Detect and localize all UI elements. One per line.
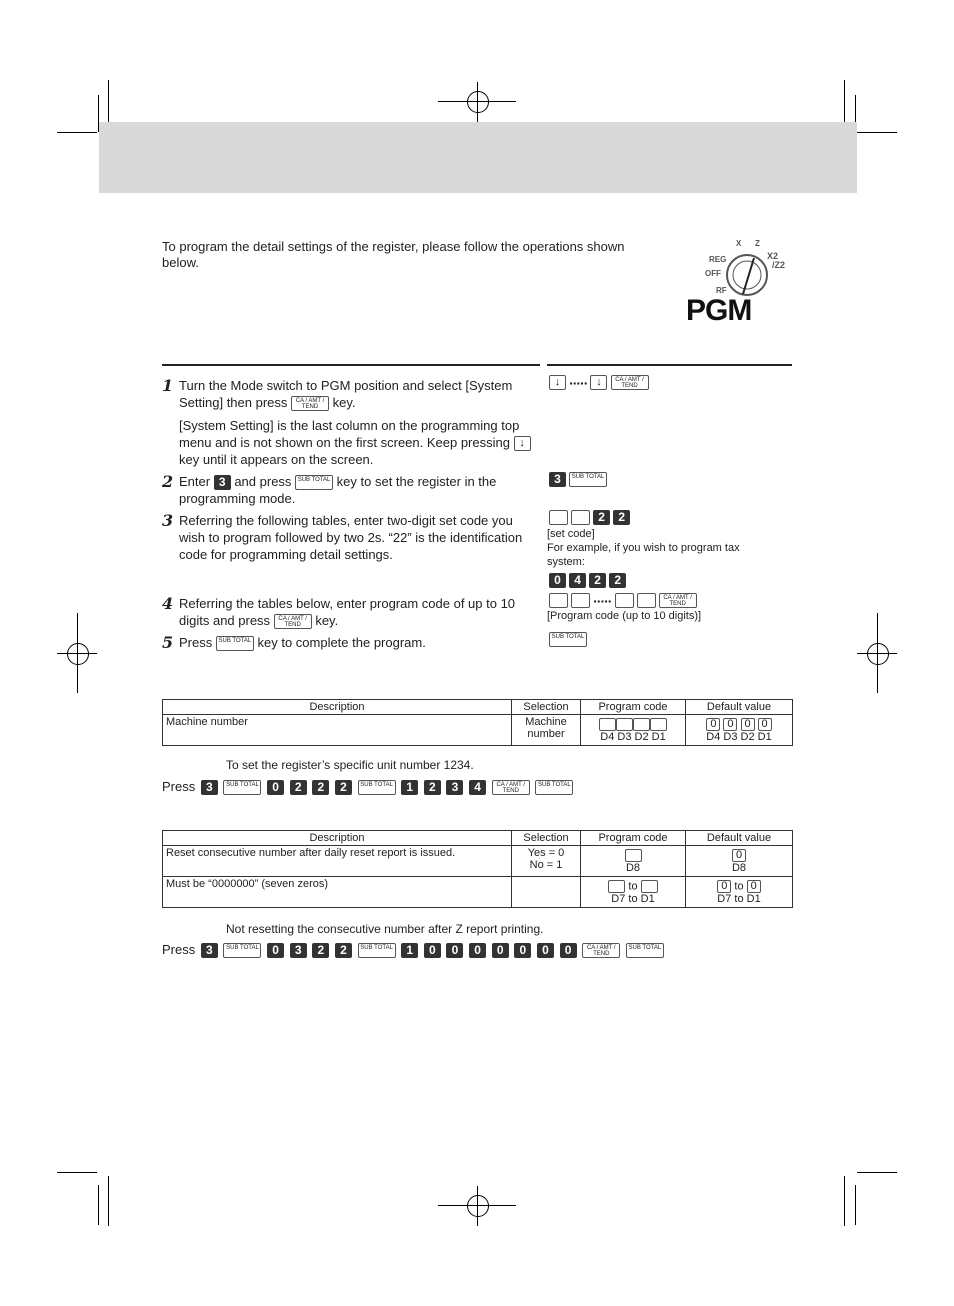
row-program-code: D4 D3 D2 D1 — [581, 715, 686, 746]
arrow-down-key: ↓ — [590, 375, 607, 390]
digit-key: 2 — [609, 573, 626, 588]
row-selection: Machine number — [512, 715, 581, 746]
step-5-text: Press SUB TOTAL key to complete the program. — [179, 635, 426, 650]
digit-key: 2 — [424, 780, 441, 795]
blank-key — [571, 593, 590, 608]
blank-key — [625, 849, 642, 862]
side-step-4-keys — [549, 593, 697, 608]
subtotal-key: SUB TOTAL — [569, 472, 607, 487]
subtotal-key: SUB TOTAL — [626, 943, 664, 958]
digit-key: 3 — [201, 943, 218, 958]
table-row — [163, 877, 793, 908]
row-selection — [512, 877, 581, 908]
digit-key: 0 — [267, 943, 284, 958]
col-description: Description — [163, 700, 512, 715]
digit-key: 0 — [560, 943, 577, 958]
row-program-code: D8 — [581, 846, 686, 877]
blank-key — [616, 718, 633, 731]
section-rule-right — [547, 364, 792, 366]
digit-key: 2 — [312, 780, 329, 795]
col-description: Description — [163, 831, 512, 846]
digit-key: 2 — [290, 780, 307, 795]
blank-key — [571, 510, 590, 525]
digit-key: 4 — [569, 573, 586, 588]
program-code-note: [Program code (up to 10 digits)] — [547, 610, 702, 622]
digit-key: 1 — [401, 780, 418, 795]
blank-key — [549, 510, 568, 525]
switch-label-off: OFF — [705, 269, 721, 278]
col-selection: Selection — [512, 700, 581, 715]
mode-switch-figure — [686, 238, 795, 333]
intro-text: To program the detail settings of the register, please follow the operations shown below. — [162, 239, 625, 270]
digit-key: 3 — [201, 780, 218, 795]
digit-key: 0 — [717, 880, 731, 893]
col-selection: Selection — [512, 831, 581, 846]
switch-label-reg: REG — [709, 255, 727, 264]
row-description: Machine number — [163, 715, 512, 746]
side-step-3-keys — [549, 510, 630, 525]
digit-key: 0 — [446, 943, 463, 958]
section-rule-left — [162, 364, 540, 366]
digit-key: 2 — [312, 943, 329, 958]
col-program-code: Program code — [581, 700, 686, 715]
digit-key: 0 — [469, 943, 486, 958]
digit-key: 0 — [492, 943, 509, 958]
ca-amt-tend-key: CA / AMT / TEND — [291, 396, 329, 411]
step-4-text: Referring the tables below, enter program code of up to 10 digits and press CA / AMT / TEND key. — [179, 596, 516, 629]
switch-label-z2: /Z2 — [772, 260, 786, 270]
switch-label-x2: X2 — [767, 251, 779, 261]
example-note: For example, if you wish to program tax system: — [547, 542, 740, 568]
side-step-5-keys — [549, 632, 587, 647]
example-2-keys: Press 3 SUB TOTAL 0 3 2 2 SUB TOTAL 1 0 0 0 0 0 0 0 CA / AMT / TEND SUB TOTAL — [162, 942, 666, 958]
col-default-value: Default value — [686, 700, 793, 715]
step-number: 2 — [162, 472, 174, 491]
blank-key — [549, 593, 568, 608]
table-row — [163, 846, 793, 877]
digit-key: 4 — [469, 780, 486, 795]
table-row — [163, 715, 793, 746]
row-default-value: 0 D8 — [686, 846, 793, 877]
switch-label-rf: RF — [716, 286, 727, 295]
digit-key: 0 — [424, 943, 441, 958]
step-number: 1 — [162, 376, 174, 395]
example-1-keys: Press 3 SUB TOTAL 0 2 2 2 SUB TOTAL 1 2 3 4 CA / AMT / TEND SUB TOTAL — [162, 779, 575, 795]
subtotal-key: SUB TOTAL — [295, 475, 333, 490]
row-description: Must be “0000000” (seven zeros) — [163, 877, 512, 908]
step-1-note: [System Setting] is the last column on the programming top menu and is not shown on the first screen. Keep pressing ↓ key until it appears on the screen. — [179, 417, 539, 468]
side-step-2-keys — [549, 472, 607, 487]
col-default-value: Default value — [686, 831, 793, 846]
machine-number-table — [162, 699, 793, 746]
digit-key: 1 — [401, 943, 418, 958]
pgm-label: PGM — [686, 294, 752, 327]
ca-amt-tend-key: CA / AMT / TEND — [274, 614, 312, 629]
digit-key: 0 — [732, 849, 746, 862]
digit-key: 0 — [549, 573, 566, 588]
row-selection: Yes = 0 No = 1 — [512, 846, 581, 877]
switch-label-z: Z — [755, 239, 760, 248]
blank-key — [599, 718, 616, 731]
digit-key: 0 — [537, 943, 554, 958]
digit-key: 0 — [706, 718, 720, 731]
row-program-code: to D7 to D1 — [581, 877, 686, 908]
subtotal-key: SUB TOTAL — [216, 636, 254, 651]
digit-key: 3 — [446, 780, 463, 795]
digit-key: 0 — [514, 943, 531, 958]
digit-key: 3 — [214, 475, 231, 490]
subtotal-key: SUB TOTAL — [223, 780, 261, 795]
ca-amt-tend-key: CA / AMT / TEND — [492, 780, 530, 795]
blank-key — [637, 593, 656, 608]
row-description: Reset consecutive number after daily reset report is issued. — [163, 846, 512, 877]
digit-key: 0 — [267, 780, 284, 795]
blank-key — [633, 718, 650, 731]
digit-key: 3 — [549, 472, 566, 487]
ca-amt-tend-key: CA / AMT / TEND — [611, 375, 649, 390]
subtotal-key: SUB TOTAL — [549, 632, 587, 647]
arrow-down-key: ↓ — [549, 375, 566, 390]
step-2-text: Enter 3 and press SUB TOTAL key to set the register in the programming mode. — [179, 474, 497, 507]
blank-key — [615, 593, 634, 608]
example-1-text: To set the register’s specific unit number 1234. — [226, 758, 474, 772]
digit-key: 2 — [335, 943, 352, 958]
ca-amt-tend-key: CA / AMT / TEND — [582, 943, 620, 958]
subtotal-key: SUB TOTAL — [535, 780, 573, 795]
blank-key — [650, 718, 667, 731]
side-step-1-keys — [549, 375, 649, 390]
step-1-text: Turn the Mode switch to PGM position and select [System Setting] then press CA / AMT / TEND key. — [179, 378, 513, 411]
subtotal-key: SUB TOTAL — [358, 943, 396, 958]
side-example-keys — [549, 573, 626, 588]
ellipsis-dots: ····· — [569, 374, 588, 391]
step-3-text: Referring the following tables, enter two-digit set code you wish to program followed by two 2s. “22” is the identification code for programming detail settings. — [179, 513, 523, 562]
step-number: 5 — [162, 633, 174, 652]
step-number: 4 — [162, 594, 174, 613]
ellipsis-dots: ····· — [593, 592, 612, 609]
digit-key: 0 — [758, 718, 772, 731]
digit-key: 2 — [593, 510, 610, 525]
switch-label-x: X — [736, 239, 742, 248]
col-program-code: Program code — [581, 831, 686, 846]
blank-key — [608, 880, 625, 893]
example-2-text: Not resetting the consecutive number after Z report printing. — [226, 922, 544, 936]
digit-key: 0 — [747, 880, 761, 893]
digit-key: 2 — [589, 573, 606, 588]
row-default-value: 0 to 0 D7 to D1 — [686, 877, 793, 908]
digit-key: 0 — [723, 718, 737, 731]
subtotal-key: SUB TOTAL — [358, 780, 396, 795]
step-number: 3 — [162, 511, 174, 530]
arrow-down-key: ↓ — [514, 436, 531, 451]
header-band — [99, 122, 857, 193]
ca-amt-tend-key: CA / AMT / TEND — [659, 593, 697, 608]
row-default-value: 0 0 0 0 D4 D3 D2 D1 — [686, 715, 793, 746]
set-code-label: [set code] — [547, 528, 595, 540]
blank-key — [641, 880, 658, 893]
digit-key: 0 — [741, 718, 755, 731]
digit-key: 2 — [335, 780, 352, 795]
consecutive-number-table — [162, 830, 793, 908]
subtotal-key: SUB TOTAL — [223, 943, 261, 958]
digit-key: 3 — [290, 943, 307, 958]
digit-key: 2 — [613, 510, 630, 525]
